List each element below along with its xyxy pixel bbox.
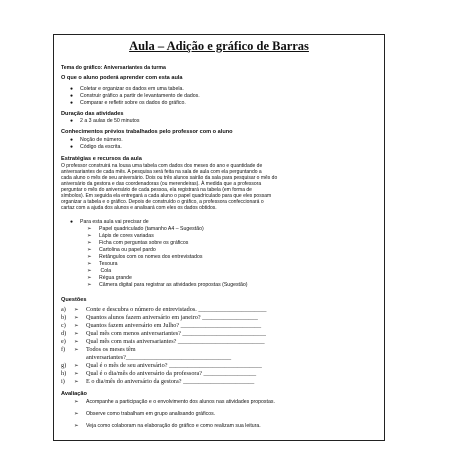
arrow-bullet-icon: ➢ [74, 399, 79, 405]
arrow-bullet-icon: ➢ [87, 247, 92, 253]
question-text: Qual é o mês de seu aniversário? ______________________________ [86, 362, 262, 369]
material-item: Cola [99, 268, 112, 274]
objetivo-item: Construir gráfico a partir de levantamento de dados. [80, 93, 200, 99]
material-item: Régua grande [99, 275, 132, 281]
duracao-text: 2 a 3 aulas de 50 minutos [80, 118, 140, 124]
arrow-bullet-icon: ➢ [74, 323, 79, 329]
paragraph-line: aniversariantes de cada mês. A pesquisa será feita na sala de aula com ela perguntando a [61, 169, 262, 176]
conhecimento-item: Noção de número. [80, 137, 123, 143]
question-letter: b) [61, 314, 67, 321]
avaliacao-heading: Avaliação [61, 391, 87, 397]
page-title: Aula – Adição e gráfico de Barras [129, 39, 309, 53]
lesson-plan-page [53, 34, 385, 441]
question-letter: d) [61, 330, 67, 337]
bullet-icon: ● [70, 100, 74, 106]
bullet-icon: ● [70, 86, 74, 92]
question-letter: c) [61, 322, 66, 329]
question-letter: e) [61, 338, 66, 345]
arrow-bullet-icon: ➢ [87, 240, 92, 246]
question-text: Qual mês com mais aniversariantes? ____________________________ [86, 338, 265, 345]
arrow-bullet-icon: ➢ [87, 233, 92, 239]
estrategias-heading: Estratégias e recursos da aula [61, 156, 142, 162]
avaliacao-item: Observe como trabalham em grupo analisando gráficos. [86, 411, 216, 417]
objetivo-item: Coletar e organizar os dados em uma tabela. [80, 86, 184, 92]
arrow-bullet-icon: ➢ [87, 268, 92, 274]
arrow-bullet-icon: ➢ [74, 379, 79, 385]
bullet-icon: ● [70, 118, 74, 124]
question-letter: f) [61, 346, 66, 353]
paragraph-line: cada aluno o mês de seu aniversário. Dois ou três alunos sairão da sala para pesquisar o mês do [61, 175, 278, 182]
avaliacao-item: Veja como colaboram na elaboração do gráfico e como realizam sua leitura. [86, 423, 261, 429]
bullet-icon: ● [70, 144, 74, 150]
question-text: Quantos alunos fazem aniversário em janeiro? __________________ [86, 314, 258, 321]
question-letter: g) [61, 362, 67, 369]
objetivo-heading: O que o aluno poderá aprender com esta aula [61, 75, 183, 81]
arrow-bullet-icon: ➢ [87, 226, 92, 232]
arrow-bullet-icon: ➢ [74, 347, 79, 353]
objetivo-item: Comparar e refletir sobre os dados do gráfico. [80, 100, 186, 106]
question-letter: i) [61, 378, 65, 385]
paragraph-line: perguntar o mês do aniversário de cada pessoa, ela registrará na tabela (em forma de [61, 187, 252, 194]
arrow-bullet-icon: ➢ [74, 339, 79, 345]
question-text: Qual mês com menos aniversariantes? ___________________________ [86, 330, 266, 337]
paragraph-line: O professor construirá na lousa uma tabela com dados dos meses do ano e quantidade de [61, 163, 263, 169]
material-item: Retângulos com os nomes dos entrevistados [99, 254, 203, 260]
avaliacao-item: Acompanhe a participação e o envolvimento dos alunos nas atividades propostas. [86, 399, 275, 405]
arrow-bullet-icon: ➢ [74, 371, 79, 377]
question-text: Conte e descubra o número de entrevistados. ______________________ [86, 306, 267, 313]
arrow-bullet-icon: ➢ [74, 411, 79, 417]
conhecimento-item: Código da escrita. [80, 144, 122, 150]
arrow-bullet-icon: ➢ [74, 423, 79, 429]
arrow-bullet-icon: ➢ [74, 363, 79, 369]
question-text: Todos os meses têm [86, 346, 136, 353]
arrow-bullet-icon: ➢ [74, 331, 79, 337]
bullet-icon: ● [70, 137, 74, 143]
duracao-heading: Duração das atividades [61, 111, 124, 117]
question-text-continued: aniversariantes?__________________________________ [86, 354, 232, 361]
question-text: Qual é o dia/mês do aniversário da professora? _________________ [86, 370, 257, 377]
question-text: Quantos fazem aniversário em Julho? __________________________ [86, 322, 262, 329]
arrow-bullet-icon: ➢ [87, 254, 92, 260]
paragraph-line: cartaz com a ajuda dos alunos e analisará com eles os dados obtidos. [61, 205, 217, 212]
tema-label: Tema do gráfico: Aniversariantes da turma [61, 65, 166, 71]
bullet-icon: ● [70, 93, 74, 99]
arrow-bullet-icon: ➢ [87, 282, 92, 288]
questoes-heading: Questões [61, 297, 87, 303]
arrow-bullet-icon: ➢ [74, 307, 79, 313]
question-letter: a) [61, 306, 66, 313]
arrow-bullet-icon: ➢ [87, 275, 92, 281]
question-letter: h) [61, 370, 67, 377]
question-text: E o dia/mês do aniversário da gestora? _______________________ [86, 378, 255, 385]
material-item: Papel quadriculado (tamanho A4 – Sugestão) [99, 226, 204, 232]
arrow-bullet-icon: ➢ [87, 261, 92, 267]
material-item: Tesoura [99, 261, 118, 267]
bullet-icon: ● [70, 219, 74, 225]
estrategias-paragraph [61, 163, 379, 211]
material-item: Lápis de cores variadas [99, 233, 154, 239]
paragraph-line: organizar a tabela e o gráfico. Depois de construído o gráfico, a professora confeccionará o [61, 199, 264, 206]
material-item: Câmera digital para registrar as atividades propostas (Sugestão) [99, 282, 248, 288]
conhecimentos-heading: Conhecimentos prévios trabalhados pelo professor com o aluno [61, 129, 233, 135]
materiais-intro: Para esta aula vai precisar de [80, 219, 149, 225]
paragraph-line: aniversário da gestora e das coordenadoras (ou merendeiras). À medida que a professora [61, 181, 262, 188]
material-item: Cartolina ou papel pardo [99, 247, 156, 253]
arrow-bullet-icon: ➢ [74, 315, 79, 321]
material-item: Ficha com perguntas sobre os gráficos [99, 240, 189, 246]
paragraph-line: símbolos). Em seguida ela entregará a cada aluno o papel quadriculado para que eles possam [61, 193, 272, 200]
